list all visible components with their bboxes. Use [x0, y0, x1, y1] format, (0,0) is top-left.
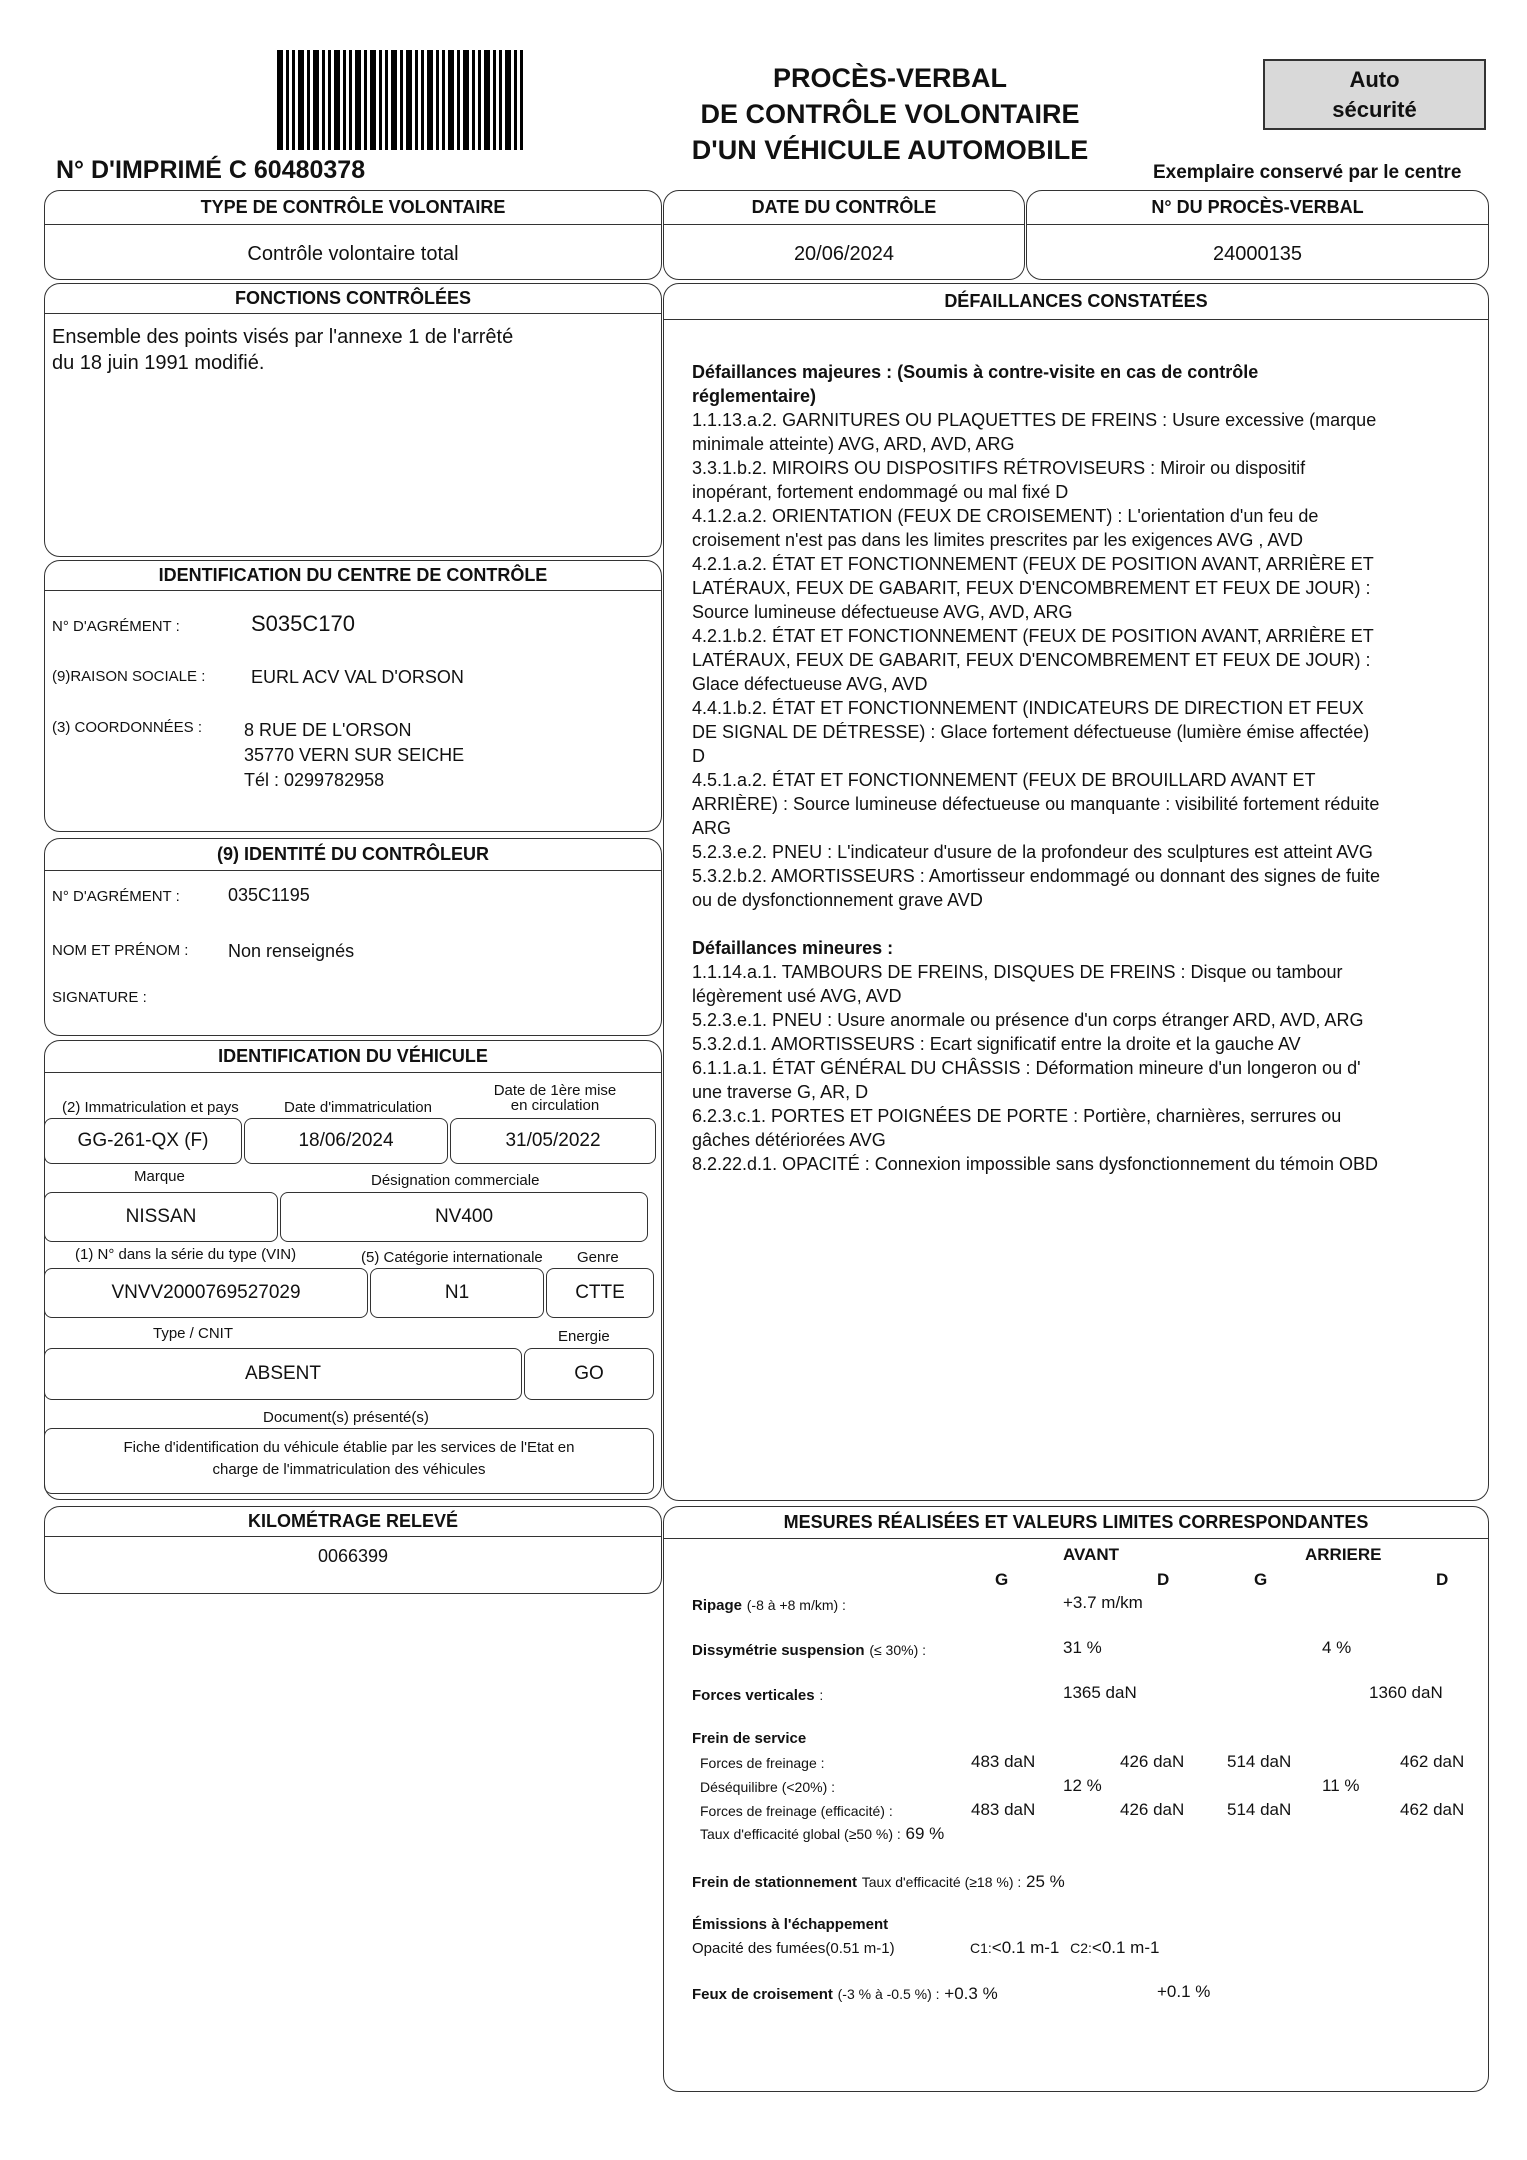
- categorie-label: (5) Catégorie internationale: [361, 1249, 543, 1266]
- pv-number-value: 24000135: [1213, 243, 1302, 265]
- forces-vert-label: Forces verticales: [692, 1687, 815, 1704]
- type-controle-value: Contrôle volontaire total: [247, 243, 459, 265]
- defaillance-item: 4.2.1.a.2. ÉTAT ET FONCTIONNEMENT (FEUX DE POSITION AVANT, ARRIÈRE ET: [692, 554, 1374, 574]
- kilometrage-value: 0066399: [317, 1546, 389, 1566]
- centre-coord-value: [244, 718, 464, 793]
- deseq-label: Déséquilibre (<20%) :: [700, 1779, 836, 1795]
- centre-raison-label: (9)RAISON SOCIALE :: [52, 668, 206, 685]
- dissym-row: [692, 1640, 926, 1660]
- defaillance-item: inopérant, fortement endommagé ou mal fixé D: [692, 482, 1069, 502]
- ripage-limit: (-8 à +8 m/km) :: [746, 1597, 846, 1613]
- defaillance-item: minimale atteinte) AVG, ARD, AVD, ARG: [692, 434, 1015, 454]
- centre-label: IDENTIFICATION DU CENTRE DE CONTRÔLE: [45, 561, 661, 591]
- forces-vert-colon: :: [819, 1687, 824, 1703]
- pv-number-box: [1026, 190, 1489, 280]
- date-controle-value: 20/06/2024: [793, 243, 895, 265]
- defaillance-item: D: [692, 746, 705, 766]
- defaillances-text: [692, 360, 1412, 1176]
- ffe-arg-value: 514 daN: [1227, 1800, 1292, 1819]
- defaillance-item: Glace défectueuse AVG, AVD: [692, 674, 928, 694]
- frein-stat-value: 25 %: [1026, 1872, 1065, 1891]
- coord-line-1: 8 RUE DE L'ORSON: [244, 720, 412, 740]
- ffe-avd-value: 426 daN: [1120, 1800, 1185, 1819]
- title-line-3: D'UN VÉHICULE AUTOMOBILE: [691, 135, 1089, 165]
- type-controle-box: [44, 190, 662, 280]
- c2-label: C2:: [1070, 1940, 1092, 1956]
- defaillance-item: 1.1.14.a.1. TAMBOURS DE FREINS, DISQUES DE FREINS : Disque ou tambour: [692, 962, 1343, 982]
- documents-line-1: Fiche d'identification du véhicule établie par les services de l'Etat en: [123, 1439, 575, 1456]
- majeures-title-2: réglementaire): [692, 386, 817, 406]
- forces-vert-av-value: 1365 daN: [1063, 1683, 1137, 1702]
- controleur-nom-value: Non renseignés: [228, 941, 355, 961]
- controleur-label: (9) IDENTITÉ DU CONTRÔLEUR: [45, 839, 661, 871]
- defaillance-item: 3.3.1.b.2. MIROIRS OU DISPOSITIFS RÉTROVISEURS : Miroir ou dispositif: [692, 458, 1306, 478]
- mesures-label: MESURES RÉALISÉES ET VALEURS LIMITES CORRESPONDANTES: [664, 1507, 1488, 1539]
- brand-line-1: Auto: [1349, 67, 1400, 92]
- feux-row: [692, 1984, 998, 2004]
- controleur-box: [44, 838, 662, 1036]
- date-immat-value: 18/06/2024: [244, 1118, 448, 1164]
- centre-coord-label: (3) COORDONNÉES :: [52, 719, 203, 736]
- feux-g-value: +0.3 %: [944, 1984, 998, 2003]
- kilometrage-box: [44, 1506, 662, 1594]
- av-d-heading: D: [1157, 1570, 1170, 1589]
- deseq-ar-value: 11 %: [1322, 1776, 1360, 1795]
- date-mise-label: [460, 1083, 650, 1113]
- frein-stat-limit: Taux d'efficacité (≥18 %) :: [861, 1874, 1022, 1890]
- page-title: [670, 60, 1110, 168]
- defaillance-item: croisement n'est pas dans les limites prescrites par les exigences AVG , AVD: [692, 530, 1304, 550]
- defaillance-item: ARG: [692, 818, 732, 838]
- ff-ard-value: 462 daN: [1400, 1752, 1465, 1771]
- date-mise-value: 31/05/2022: [450, 1118, 656, 1164]
- marque-value: NISSAN: [44, 1192, 278, 1242]
- centre-agrement-value: S035C170: [251, 611, 355, 636]
- opacite-label: Opacité des fumées(0.51 m-1): [692, 1940, 895, 1957]
- ff-arg-value: 514 daN: [1227, 1752, 1292, 1771]
- immat-label: (2) Immatriculation et pays: [62, 1099, 239, 1116]
- arriere-heading: ARRIERE: [1305, 1545, 1382, 1564]
- ripage-row: [692, 1595, 846, 1615]
- feux-limit: (-3 % à -0.5 %) :: [837, 1986, 940, 2002]
- controleur-agrement-label: N° D'AGRÉMENT :: [52, 888, 180, 905]
- defaillances-label: DÉFAILLANCES CONSTATÉES: [664, 284, 1488, 320]
- ripage-label: Ripage: [692, 1597, 743, 1614]
- imprime-number: N° D'IMPRIMÉ C 60480378: [56, 156, 366, 184]
- type-cnit-value: ABSENT: [44, 1348, 522, 1400]
- genre-label: Genre: [577, 1249, 619, 1266]
- defaillance-item: 5.2.3.e.2. PNEU : L'indicateur d'usure de la profondeur des sculptures est atteint AVG: [692, 842, 1373, 862]
- c2-value: <0.1 m-1: [1091, 1938, 1160, 1957]
- documents-label: Document(s) présenté(s): [263, 1409, 429, 1426]
- documents-value: [44, 1428, 654, 1494]
- feux-label: Feux de croisement: [692, 1986, 833, 2003]
- defaillance-item: 5.2.3.e.1. PNEU : Usure anormale ou présence d'un corps étranger ARD, AVD, ARG: [692, 1010, 1364, 1030]
- defaillance-item: une traverse G, AR, D: [692, 1082, 869, 1102]
- ffe-label: Forces de freinage (efficacité) :: [700, 1803, 893, 1819]
- designation-label: Désignation commerciale: [371, 1172, 540, 1189]
- fonctions-box: [44, 283, 662, 557]
- controleur-agrement-value: 035C1195: [228, 885, 310, 905]
- fonctions-text: [52, 324, 513, 376]
- energie-label: Energie: [558, 1328, 610, 1345]
- ripage-value: +3.7 m/km: [1063, 1593, 1143, 1612]
- barcode: [277, 50, 523, 150]
- c1-value: <0.1 m-1: [991, 1938, 1060, 1957]
- defaillance-item: ARRIÈRE) : Source lumineuse défectueuse ou manquante : visibilité fortement réduite: [692, 794, 1380, 814]
- brand-line-2: sécurité: [1332, 97, 1417, 122]
- centre-box: [44, 560, 662, 832]
- deseq-av-value: 12 %: [1063, 1776, 1102, 1795]
- frein-service-label: Frein de service: [692, 1730, 807, 1747]
- ar-d-heading: D: [1436, 1570, 1449, 1589]
- dissym-limit: (≤ 30%) :: [869, 1642, 927, 1658]
- coord-line-3: Tél : 0299782958: [244, 770, 385, 790]
- ff-avg-value: 483 daN: [971, 1752, 1036, 1771]
- kilometrage-label: KILOMÉTRAGE RELEVÉ: [45, 1507, 661, 1537]
- forces-freinage-label: Forces de freinage :: [700, 1755, 825, 1771]
- feux-d-value: +0.1 %: [1157, 1982, 1211, 2001]
- defaillance-item: 4.1.2.a.2. ORIENTATION (FEUX DE CROISEMENT) : L'orientation d'un feu de: [692, 506, 1319, 526]
- vin-label: (1) N° dans la série du type (VIN): [75, 1246, 297, 1263]
- date-mise-label-2: en circulation: [510, 1097, 600, 1114]
- fonctions-line-1: Ensemble des points visés par l'annexe 1 de l'arrêté: [52, 326, 514, 348]
- frein-stat-label: Frein de stationnement: [692, 1874, 858, 1891]
- date-immat-label: Date d'immatriculation: [284, 1099, 432, 1116]
- opacite-values: [970, 1938, 1159, 1958]
- title-line-1: PROCÈS-VERBAL: [772, 63, 1008, 93]
- c1-label: C1:: [970, 1940, 992, 1956]
- majeures-title-1: Défaillances majeures : (Soumis à contre-visite en cas de contrôle: [692, 362, 1259, 382]
- centre-agrement-label: N° D'AGRÉMENT :: [52, 618, 180, 635]
- defaillance-item: 6.1.1.a.1. ÉTAT GÉNÉRAL DU CHÂSSIS : Déformation mineure d'un longeron ou d': [692, 1058, 1361, 1078]
- defaillance-item: 6.2.3.c.1. PORTES ET POIGNÉES DE PORTE : Portière, charnières, serrures ou: [692, 1106, 1342, 1126]
- defaillance-item: LATÉRAUX, FEUX DE GABARIT, FEUX D'ENCOMBREMENT ET FEUX DE JOUR) :: [692, 578, 1371, 598]
- taux-global-value: 69 %: [905, 1824, 945, 1843]
- defaillance-item: 4.4.1.b.2. ÉTAT ET FONCTIONNEMENT (INDICATEURS DE DIRECTION ET FEUX: [692, 698, 1364, 718]
- mineures-title: Défaillances mineures :: [692, 938, 894, 958]
- defaillance-item: 4.5.1.a.2. ÉTAT ET FONCTIONNEMENT (FEUX DE BROUILLARD AVANT ET: [692, 770, 1316, 790]
- defaillance-item: légèrement usé AVG, AVD: [692, 986, 902, 1006]
- exemplaire-note: Exemplaire conservé par le centre: [1153, 162, 1462, 183]
- defaillance-item: Source lumineuse défectueuse AVG, AVD, ARG: [692, 602, 1073, 622]
- marque-label: Marque: [134, 1168, 185, 1185]
- vin-value: VNVV2000769527029: [44, 1268, 368, 1318]
- documents-line-2: charge de l'immatriculation des véhicules: [212, 1461, 486, 1478]
- ff-avd-value: 426 daN: [1120, 1752, 1185, 1771]
- frein-stat-row: [692, 1872, 1065, 1892]
- defaillance-item: gâches détériorées AVG: [692, 1130, 886, 1150]
- forces-vert-ar-value: 1360 daN: [1369, 1683, 1443, 1702]
- defaillance-item: 8.2.22.d.1. OPACITÉ : Connexion impossible sans dysfonctionnement du témoin OBD: [692, 1154, 1379, 1174]
- avant-heading: AVANT: [1063, 1545, 1120, 1564]
- energie-value: GO: [524, 1348, 654, 1400]
- ffe-ard-value: 462 daN: [1400, 1800, 1465, 1819]
- type-controle-label: TYPE DE CONTRÔLE VOLONTAIRE: [45, 191, 661, 225]
- dissym-av-value: 31 %: [1063, 1638, 1102, 1657]
- type-cnit-label: Type / CNIT: [153, 1325, 234, 1342]
- date-controle-label: DATE DU CONTRÔLE: [664, 191, 1024, 225]
- vehicule-label: IDENTIFICATION DU VÉHICULE: [45, 1041, 661, 1073]
- forces-vert-row: [692, 1685, 823, 1705]
- categorie-value: N1: [370, 1268, 544, 1318]
- defaillance-item: DE SIGNAL DE DÉTRESSE) : Glace fortement défectueuse (lumière émise affectée): [692, 722, 1370, 742]
- immat-value: GG-261-QX (F): [44, 1118, 242, 1164]
- brand-box: [1263, 59, 1486, 130]
- defaillance-item: LATÉRAUX, FEUX DE GABARIT, FEUX D'ENCOMBREMENT ET FEUX DE JOUR) :: [692, 650, 1371, 670]
- pv-number-label: N° DU PROCÈS-VERBAL: [1027, 191, 1488, 225]
- genre-value: CTTE: [546, 1268, 654, 1318]
- ffe-avg-value: 483 daN: [971, 1800, 1036, 1819]
- dissym-label: Dissymétrie suspension: [692, 1642, 865, 1659]
- fonctions-label: FONCTIONS CONTRÔLÉES: [45, 284, 661, 314]
- defaillance-item: 5.3.2.b.2. AMORTISSEURS : Amortisseur endommagé ou donnant des signes de fuite: [692, 866, 1381, 886]
- defaillance-item: 1.1.13.a.2. GARNITURES OU PLAQUETTES DE FREINS : Usure excessive (marque: [692, 410, 1377, 430]
- controleur-nom-label: NOM ET PRÉNOM :: [52, 942, 189, 959]
- av-g-heading: G: [995, 1570, 1009, 1589]
- emissions-label: Émissions à l'échappement: [692, 1916, 889, 1933]
- taux-global-label: Taux d'efficacité global (≥50 %) :: [700, 1826, 901, 1842]
- defaillance-item: ou de dysfonctionnement grave AVD: [692, 890, 983, 910]
- coord-line-2: 35770 VERN SUR SEICHE: [244, 745, 465, 765]
- fonctions-line-2: du 18 juin 1991 modifié.: [52, 352, 265, 374]
- dissym-ar-value: 4 %: [1322, 1638, 1352, 1657]
- ar-g-heading: G: [1254, 1570, 1268, 1589]
- taux-global-row: [700, 1824, 944, 1844]
- centre-raison-value: EURL ACV VAL D'ORSON: [251, 667, 464, 687]
- controleur-signature-label: SIGNATURE :: [52, 989, 147, 1006]
- date-mise-label-1: Date de 1ère mise: [493, 1082, 617, 1099]
- date-controle-box: [663, 190, 1025, 280]
- defaillance-item: 4.2.1.b.2. ÉTAT ET FONCTIONNEMENT (FEUX DE POSITION AVANT, ARRIÈRE ET: [692, 626, 1374, 646]
- designation-value: NV400: [280, 1192, 648, 1242]
- defaillance-item: 5.3.2.d.1. AMORTISSEURS : Ecart significatif entre la droite et la gauche AV: [692, 1034, 1301, 1054]
- title-line-2: DE CONTRÔLE VOLONTAIRE: [700, 99, 1080, 129]
